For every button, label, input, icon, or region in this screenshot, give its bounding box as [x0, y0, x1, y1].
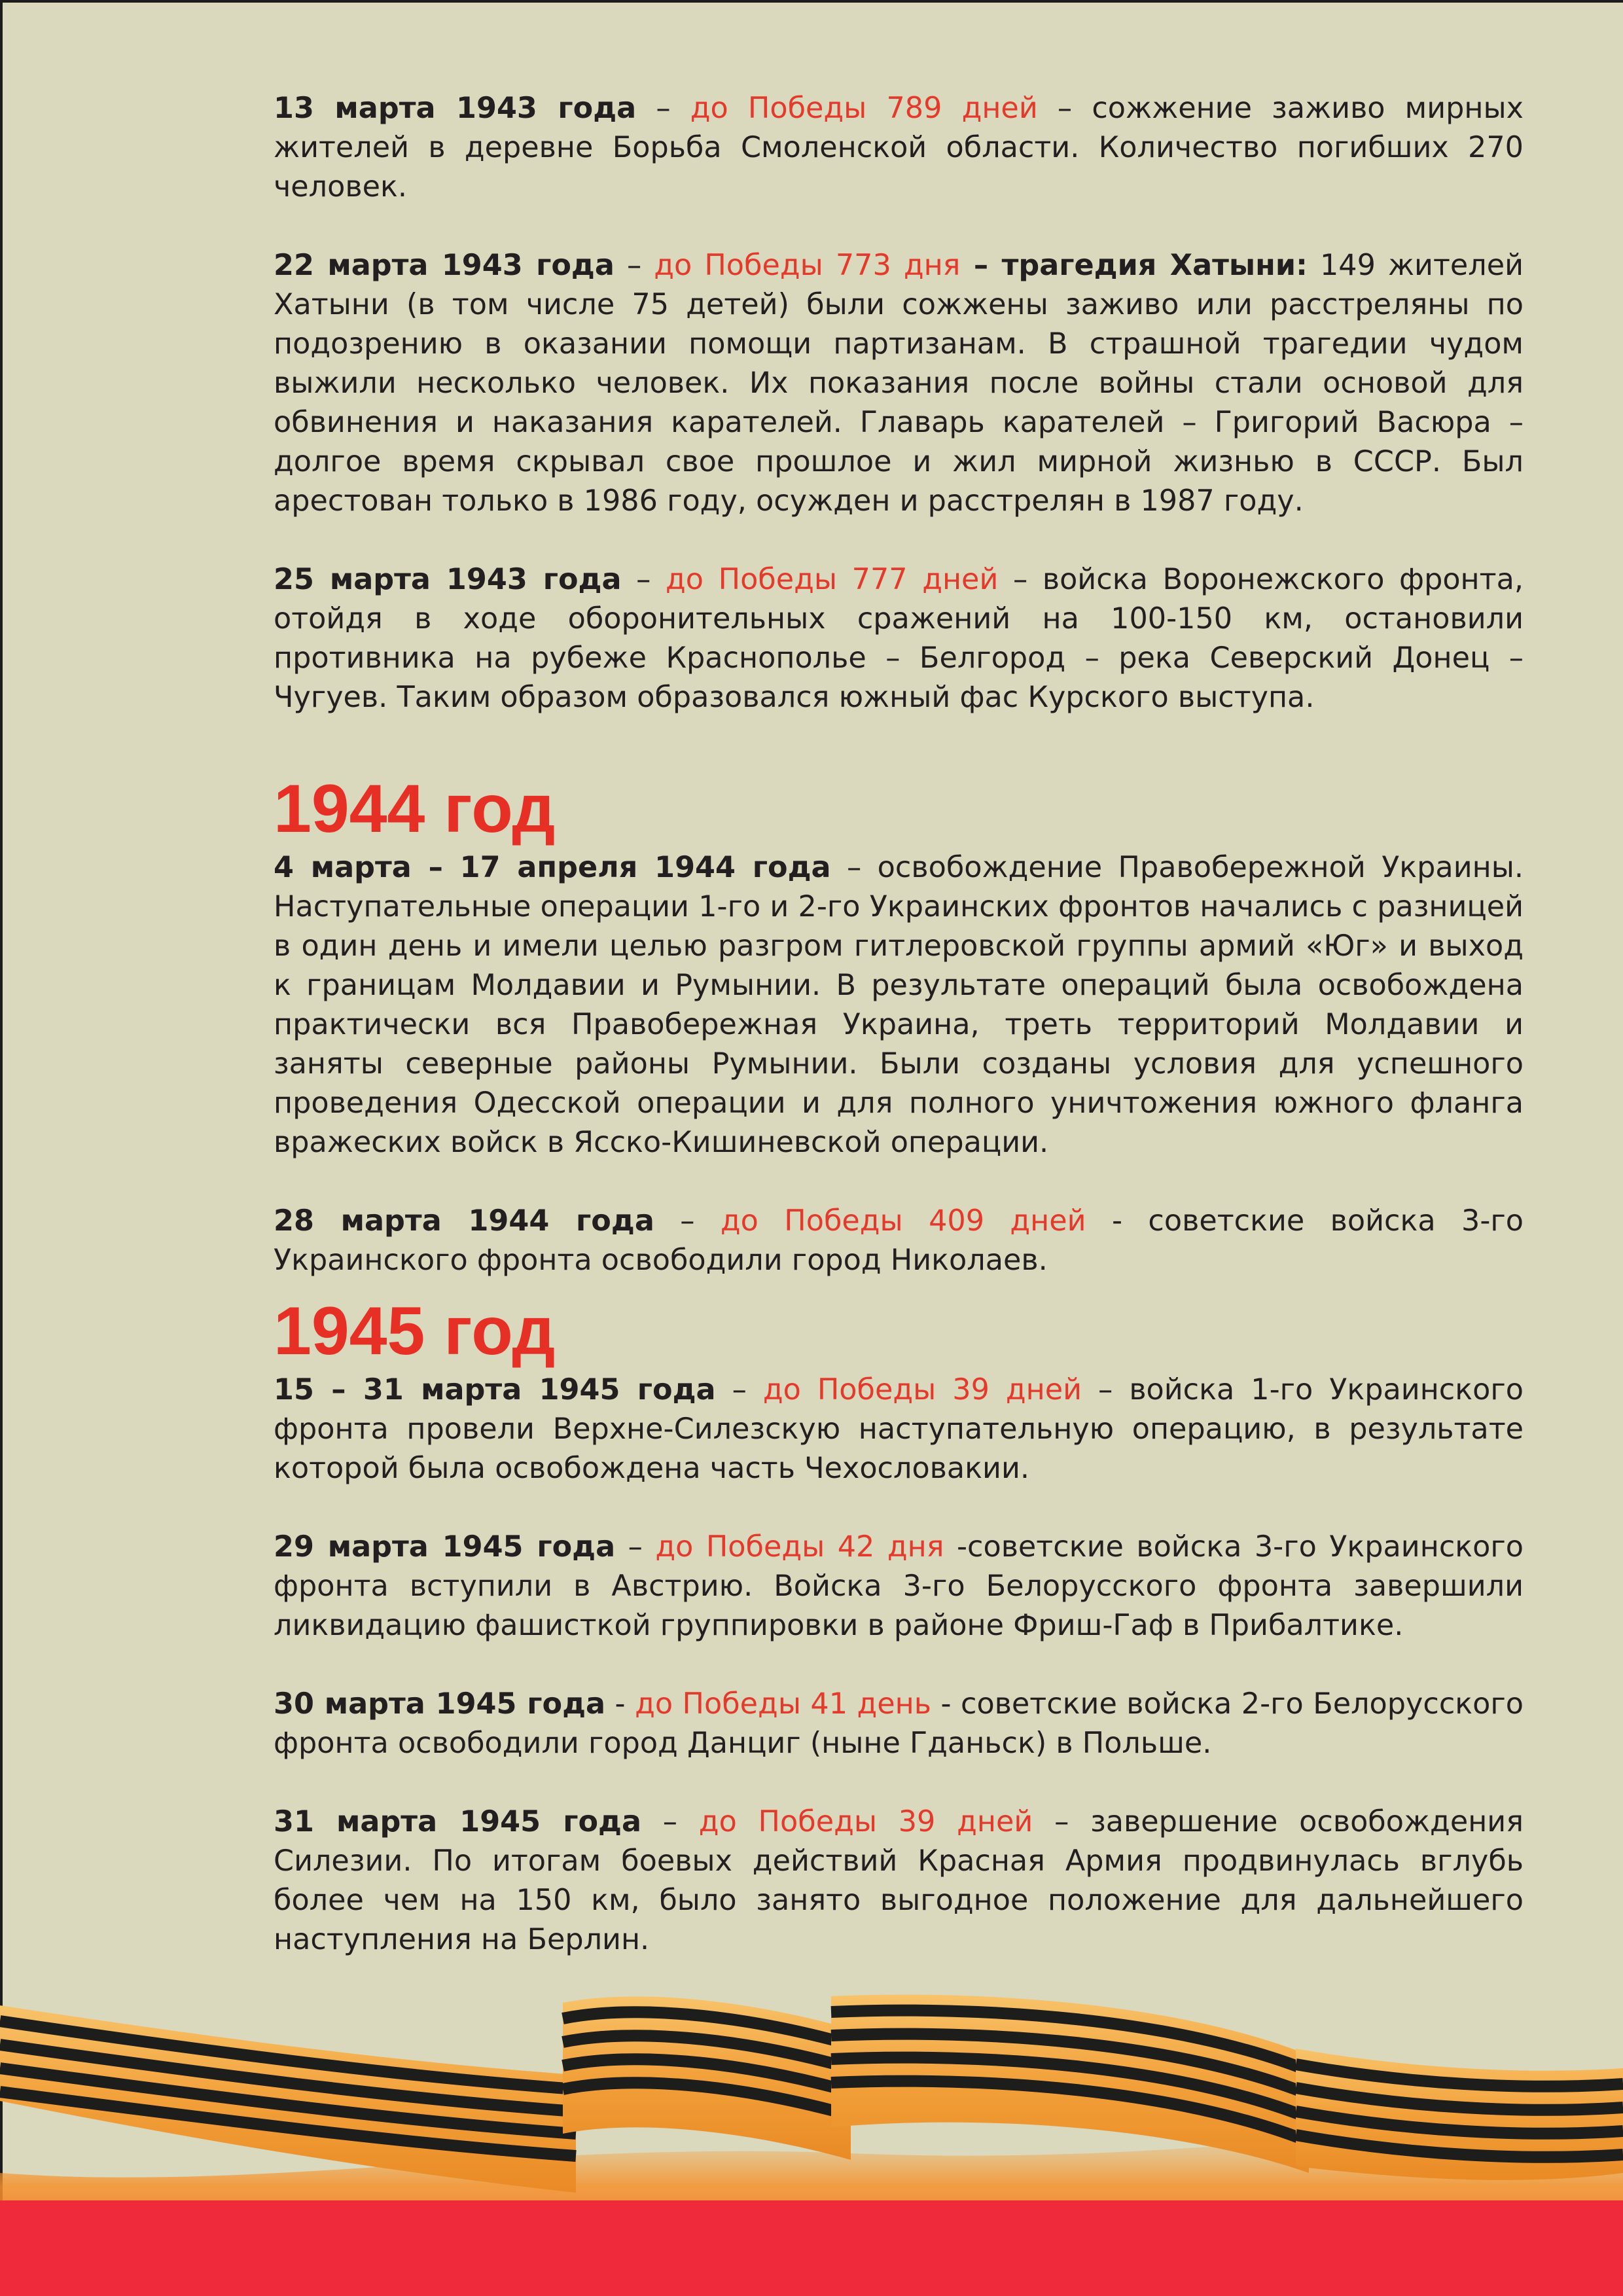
entry-1943-03-13 — [274, 89, 1524, 207]
victory-countdown: до Победы 39 дней — [698, 1805, 1033, 1839]
victory-countdown: до Победы 42 дня — [655, 1530, 944, 1564]
entry-dash: – — [654, 1204, 721, 1238]
entry-date: 13 марта 1943 года — [274, 92, 637, 125]
entry-1945-03-31 — [274, 1803, 1524, 1960]
victory-countdown: до Победы 409 дней — [720, 1204, 1086, 1238]
year-heading-1945: 1945 год — [274, 1293, 556, 1369]
entry-date: 4 марта – 17 апреля 1944 года — [274, 851, 831, 884]
victory-countdown: до Победы 41 день — [635, 1687, 931, 1721]
document-body — [274, 89, 1524, 1999]
entry-1945-03-30 — [274, 1685, 1524, 1763]
entry-dash: - — [931, 1687, 961, 1721]
victory-countdown: до Победы 773 дня — [654, 249, 961, 282]
entry-1945-03-29 — [274, 1528, 1524, 1645]
entry-1943-03-25 — [274, 560, 1524, 717]
entry-dash: – — [1033, 1805, 1091, 1839]
entry-1944-03-04 — [274, 848, 1524, 1162]
entry-text: освобождение Правобережной Украины. Наступательные операции 1-го и 2-го Украинских фронтов начались с разницей в один день и имели целью разгром гитлеровской группы армий «Юг» и выход к границам Молдавии и Румынии. В результате операций была освобождена практически вся Правобережная Украина, треть территорий Молдавии и заняты северные районы Румынии. Были созданы условия для успешного проведения Одесской операции и для полного уничтожения южного фланга вражеских войск в Ясско-Кишиневской операции. — [274, 851, 1524, 1159]
entry-bold-text: трагедия Хатыни: — [1001, 249, 1308, 282]
victory-countdown: до Победы 789 дней — [690, 92, 1038, 125]
entry-date: 31 марта 1945 года — [274, 1805, 641, 1839]
year-heading-1944: 1944 год — [274, 771, 556, 847]
entry-dash: – — [998, 563, 1043, 596]
victory-countdown: до Победы 39 дней — [762, 1373, 1082, 1407]
entry-dash: – — [960, 249, 1002, 282]
entry-date: 22 марта 1943 года — [274, 249, 615, 282]
entry-dash: – — [830, 851, 878, 884]
entry-1943-03-22 — [274, 246, 1524, 521]
entry-date: 28 марта 1944 года — [274, 1204, 654, 1238]
entry-1944-03-28 — [274, 1202, 1524, 1280]
entry-dash: – — [621, 563, 666, 596]
entry-text: войска 1-го Украинского фронта провели Верхне-Силезскую наступательную операцию, в результате которой была освобождена часть Чехословакии. — [274, 1373, 1524, 1485]
entry-date: 15 – 31 марта 1945 года — [274, 1373, 716, 1407]
entry-1945-03-15 — [274, 1371, 1524, 1488]
entry-dash: - — [605, 1687, 635, 1721]
entry-text: советские войска 3-го Украинского фронта вступили в Австрию. Войска 3-го Белорусского фронта завершили ликвидацию фашисткой группировки в районе Фриш-Гаф в Прибалтике. — [274, 1530, 1524, 1642]
entry-dash: – — [615, 1530, 656, 1564]
victory-countdown: до Победы 777 дней — [666, 563, 999, 596]
entry-date: 29 марта 1945 года — [274, 1530, 616, 1564]
entry-dash: – — [1082, 1373, 1130, 1407]
entry-date: 30 марта 1945 года — [274, 1687, 606, 1721]
entry-dash: – — [636, 92, 690, 125]
entry-dash: – — [1037, 92, 1092, 125]
entry-dash: – — [715, 1373, 763, 1407]
entry-dash: - — [944, 1530, 968, 1564]
entry-dash: – — [614, 249, 654, 282]
entry-text: войска Воронежского фронта, отойдя в ходе оборонительных сражений на 100-150 км, остановили противника на рубеже Краснополье – Белгород – река Северский Донец – Чугуев. Таким образом образовался южный фас Курского выступа. — [274, 563, 1524, 714]
entry-text: сожжение заживо мирных жителей в деревне Борьба Смоленской области. Количество погибших 270 человек. — [274, 92, 1524, 204]
entry-text: 149 жителей Хатыни (в том числе 75 детей) были сожжены заживо или расстреляны по подозрению в оказании помощи партизанам. В страшной трагедии чудом выжили несколько человек. Их показания после войны стали основой для обвинения и наказания карателей. Главарь карателей – Григорий Васюра – долгое время скрывал свое прошлое и жил мирной жизнью в СССР. Был арестован только в 1986 году, осужден и расстрелян в 1987 году. — [274, 249, 1524, 518]
entry-dash: – — [641, 1805, 699, 1839]
entry-text: советские войска 3-го Украинского фронта освободили город Николаев. — [274, 1204, 1524, 1277]
entry-dash: - — [1086, 1204, 1149, 1238]
st-george-ribbon-icon — [0, 1977, 1623, 2296]
entry-date: 25 марта 1943 года — [274, 563, 622, 596]
entry-text: советские войска 2-го Белорусского фронта освободили город Данциг (ныне Гданьск) в Польше. — [274, 1687, 1524, 1760]
entry-text: завершение освобождения Силезии. По итогам боевых действий Красная Армия продвинулась вглубь более чем на 150 км, было занято выгодное положение для дальнейшего наступления на Берлин. — [274, 1805, 1524, 1956]
